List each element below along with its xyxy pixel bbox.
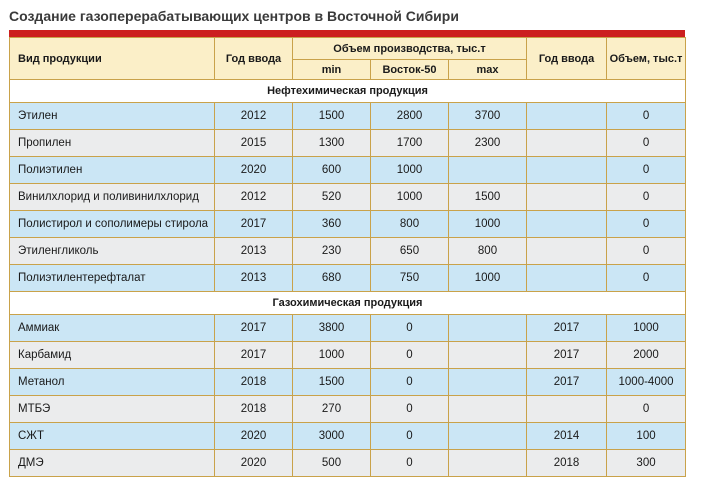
- cell-vostok-value: 1000: [371, 184, 449, 211]
- table-row: [10, 315, 686, 342]
- cell-min-value: 270: [293, 396, 371, 423]
- cell-vostok-value: 0: [371, 315, 449, 342]
- table-row: [10, 342, 686, 369]
- cell-volume2: 300: [607, 450, 686, 477]
- header-product: Вид продукции: [10, 38, 215, 80]
- cell-year: 2018: [215, 396, 293, 423]
- header-max: max: [449, 60, 527, 80]
- table-row: [10, 103, 686, 130]
- cell-max-value: 1000: [449, 211, 527, 238]
- header-year-2: Год ввода: [527, 38, 607, 80]
- cell-min-value: 1500: [293, 103, 371, 130]
- cell-max-value: [449, 450, 527, 477]
- cell-product-name: Карбамид: [10, 342, 215, 369]
- cell-year: 2020: [215, 423, 293, 450]
- cell-volume2: 100: [607, 423, 686, 450]
- section-title: Газохимическая продукция: [10, 292, 686, 315]
- cell-product-name: СЖТ: [10, 423, 215, 450]
- cell-year2: 2017: [527, 315, 607, 342]
- cell-product-name: ДМЭ: [10, 450, 215, 477]
- cell-vostok-value: 1700: [371, 130, 449, 157]
- cell-vostok-value: 800: [371, 211, 449, 238]
- cell-product-name: Этилен: [10, 103, 215, 130]
- cell-year: 2017: [215, 211, 293, 238]
- header-volume-2: Объем, тыс.т: [607, 38, 686, 80]
- cell-min-value: 520: [293, 184, 371, 211]
- cell-max-value: 3700: [449, 103, 527, 130]
- cell-volume2: 0: [607, 130, 686, 157]
- cell-vostok-value: 2800: [371, 103, 449, 130]
- table-row: [10, 369, 686, 396]
- cell-year2: 2018: [527, 450, 607, 477]
- cell-year2: 2014: [527, 423, 607, 450]
- cell-volume2: 0: [607, 238, 686, 265]
- cell-min-value: 600: [293, 157, 371, 184]
- cell-volume2: 0: [607, 396, 686, 423]
- cell-product-name: МТБЭ: [10, 396, 215, 423]
- header-vostok: Восток-50: [371, 60, 449, 80]
- table-row: [10, 130, 686, 157]
- cell-year2: [527, 211, 607, 238]
- cell-min-value: 3000: [293, 423, 371, 450]
- cell-max-value: [449, 369, 527, 396]
- table-row: [10, 211, 686, 238]
- cell-year2: [527, 265, 607, 292]
- cell-max-value: 2300: [449, 130, 527, 157]
- cell-vostok-value: 650: [371, 238, 449, 265]
- cell-vostok-value: 0: [371, 423, 449, 450]
- cell-min-value: 1500: [293, 369, 371, 396]
- section-title: Нефтехимическая продукция: [10, 80, 686, 103]
- cell-vostok-value: 0: [371, 450, 449, 477]
- cell-year2: 2017: [527, 369, 607, 396]
- cell-min-value: 230: [293, 238, 371, 265]
- cell-volume2: 0: [607, 157, 686, 184]
- cell-vostok-value: 1000: [371, 157, 449, 184]
- cell-year: 2013: [215, 265, 293, 292]
- table-row: [10, 184, 686, 211]
- cell-year: 2017: [215, 342, 293, 369]
- cell-min-value: 1000: [293, 342, 371, 369]
- cell-year: 2013: [215, 238, 293, 265]
- cell-volume2: 0: [607, 211, 686, 238]
- cell-volume2: 0: [607, 184, 686, 211]
- cell-year: 2020: [215, 157, 293, 184]
- cell-vostok-value: 0: [371, 369, 449, 396]
- cell-year2: 2017: [527, 342, 607, 369]
- cell-product-name: Этиленгликоль: [10, 238, 215, 265]
- header-min: min: [293, 60, 371, 80]
- cell-min-value: 500: [293, 450, 371, 477]
- table-row: [10, 265, 686, 292]
- cell-min-value: 3800: [293, 315, 371, 342]
- cell-volume2: 2000: [607, 342, 686, 369]
- cell-product-name: Винилхлорид и поливинилхлорид: [10, 184, 215, 211]
- cell-volume2: 0: [607, 103, 686, 130]
- section-header-row: [10, 292, 686, 315]
- cell-year2: [527, 396, 607, 423]
- cell-year2: [527, 103, 607, 130]
- cell-product-name: Аммиак: [10, 315, 215, 342]
- cell-max-value: [449, 157, 527, 184]
- cell-product-name: Полиэтилентерефталат: [10, 265, 215, 292]
- cell-vostok-value: 0: [371, 396, 449, 423]
- cell-year: 2020: [215, 450, 293, 477]
- cell-min-value: 360: [293, 211, 371, 238]
- header-year: Год ввода: [215, 38, 293, 80]
- page-title: Создание газоперерабатывающих центров в Восточной Сибири: [9, 8, 459, 24]
- cell-year: 2012: [215, 184, 293, 211]
- cell-year: 2015: [215, 130, 293, 157]
- cell-year: 2012: [215, 103, 293, 130]
- table-row: [10, 423, 686, 450]
- cell-product-name: Полистирол и сополимеры стирола: [10, 211, 215, 238]
- table-row: [10, 450, 686, 477]
- cell-max-value: [449, 423, 527, 450]
- cell-volume2: 0: [607, 265, 686, 292]
- cell-max-value: 1500: [449, 184, 527, 211]
- cell-year: 2017: [215, 315, 293, 342]
- cell-min-value: 680: [293, 265, 371, 292]
- cell-max-value: 1000: [449, 265, 527, 292]
- cell-product-name: Пропилен: [10, 130, 215, 157]
- cell-year2: [527, 130, 607, 157]
- header-volume-group: Объем производства, тыс.т: [293, 38, 527, 60]
- cell-vostok-value: 0: [371, 342, 449, 369]
- section-header-row: [10, 80, 686, 103]
- cell-product-name: Полиэтилен: [10, 157, 215, 184]
- table-row: [10, 238, 686, 265]
- cell-year2: [527, 184, 607, 211]
- cell-volume2: 1000: [607, 315, 686, 342]
- table-row: [10, 157, 686, 184]
- cell-max-value: [449, 396, 527, 423]
- cell-max-value: [449, 342, 527, 369]
- cell-volume2: 1000-4000: [607, 369, 686, 396]
- cell-min-value: 1300: [293, 130, 371, 157]
- cell-product-name: Метанол: [10, 369, 215, 396]
- cell-vostok-value: 750: [371, 265, 449, 292]
- table-row: [10, 396, 686, 423]
- cell-year2: [527, 238, 607, 265]
- cell-max-value: [449, 315, 527, 342]
- cell-max-value: 800: [449, 238, 527, 265]
- cell-year2: [527, 157, 607, 184]
- production-table: [9, 37, 686, 477]
- cell-year: 2018: [215, 369, 293, 396]
- title-accent-bar: [9, 30, 685, 37]
